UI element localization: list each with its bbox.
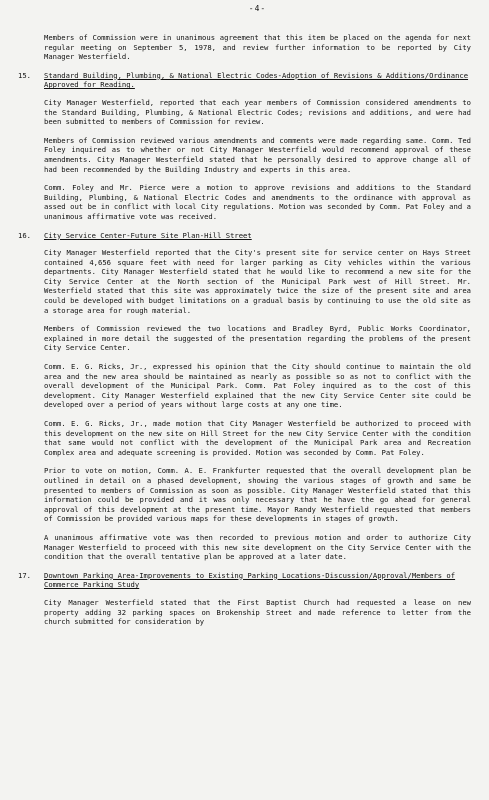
agenda-item-15 (18, 70, 471, 222)
item-title: City Service Center-Future Site Plan-Hill Street (44, 230, 252, 240)
item-paragraph: City Manager Westerfield, reported that each year members of Commission considered amendments to the Standard Building, Plumbing, & National Electric Codes; revisions and additions, and were had been submitted to members of Commission for review. (44, 97, 471, 127)
agenda-item-16 (18, 230, 471, 562)
item-title: Standard Building, Plumbing, & National Electric Codes-Adoption of Revisions & Additions/Ordinance Approved for Reading. (44, 70, 469, 90)
item-paragraph: Members of Commission reviewed the two locations and Bradley Byrd, Public Works Coordinator, explained in more detail the suggested of the presentation regarding the problems of the present City Service Center. (44, 324, 471, 353)
item-paragraph: City Manager Westerfield stated that the First Baptist Church had requested a lease on new property adding 32 parking spaces on Brokenship Street and made reference to letter from the church submitted for consideration by (44, 597, 471, 627)
item-paragraph: A unanimous affirmative vote was then recorded to previous motion and order to authorize City Manager Westerfield to proceed with this new site development on the City Service Center with the condition that the overall tentative plan be approved at a later date. (44, 532, 471, 562)
agenda-item-17 (18, 570, 471, 627)
item-paragraph: City Manager Westerfield reported that the City's present site for service center on Hays Street contained 4,656 square feet with need for larger parking as City vehicles within the various departments. City Manager Westerfield stated that he would like to recommend a new site for the City Service Center at the North section of the Municipal Park west of Hill Street. Mr. Westerfield stated that this site was approximately twice the size of the present site and area could be developed with budget limitations on a gradual basis by continuing to use the old site as a storage area for rough material. (44, 248, 471, 315)
item-paragraph: Comm. E. G. Ricks, Jr., expressed his opinion that the City should continue to maintain the old area and the new area should be maintained as nearly as possible so as not to conflict with the overall development of the Municipal Park. Comm. Pat Foley inquired as to the cost of this development. City Manager Westerfield explained that the new City Service Center site could be developed over a period of years without large costs at any one time. (44, 362, 471, 410)
item-paragraph: Prior to vote on motion, Comm. A. E. Frankfurter requested that the overall development plan be outlined in detail on a phased development, showing the various stages of growth and same be presented to members of Commission as soon as possible. City Manager Westerfield stated that this information could be provided and it was only necessary that he have the go ahead for general approval of this development at the present time. Mayor Randy Westerfield requested that members of Commission be provided various maps for these developments in stages of growth. (44, 466, 471, 524)
item-paragraph: Comm. Foley and Mr. Pierce were a motion to approve revisions and additions to the Standard Building, Plumbing, & National Electric Codes and amendments to the ordinance with approval as assed out be in conflict with local City regulations. Motion was seconded by Comm. Pat Foley and a unanimous affirmative vote was received. (44, 183, 471, 221)
item-number: 15. (18, 70, 31, 80)
item-paragraph: Comm. E. G. Ricks, Jr., made motion that City Manager Westerfield be authorized to proceed with this development on the new site on Hill Street for the new City Service Center with the condition that same would not conflict with the development of the Municipal Park area and Recreation Complex area and adequate screening is provided. Motion was seconded by Comm. Pat Foley. (44, 419, 471, 457)
intro-paragraph: Members of Commission were in unanimous agreement that this item be placed on the agenda for next regular meeting on September 5, 1978, and review further information to be reported by City Manager Westerfield. (44, 33, 471, 62)
item-number: 16. (18, 230, 31, 240)
item-title: Downtown Parking Area-Improvements to Existing Parking Locations-Discussion/Approval/Members of Commerce Parking Study (44, 570, 456, 590)
item-number: 17. (18, 570, 31, 580)
page-number: -4- (248, 4, 267, 13)
item-paragraph: Members of Commission reviewed various amendments and comments were made regarding same. Comm. Ted Foley inquired as to whether or not City Manager Westerfield would recommend approval of these amendments. City Manager Westerfield stated that he personally desired to approve change all of had been recommended by the Building Industry and experts in this area. (44, 135, 471, 174)
